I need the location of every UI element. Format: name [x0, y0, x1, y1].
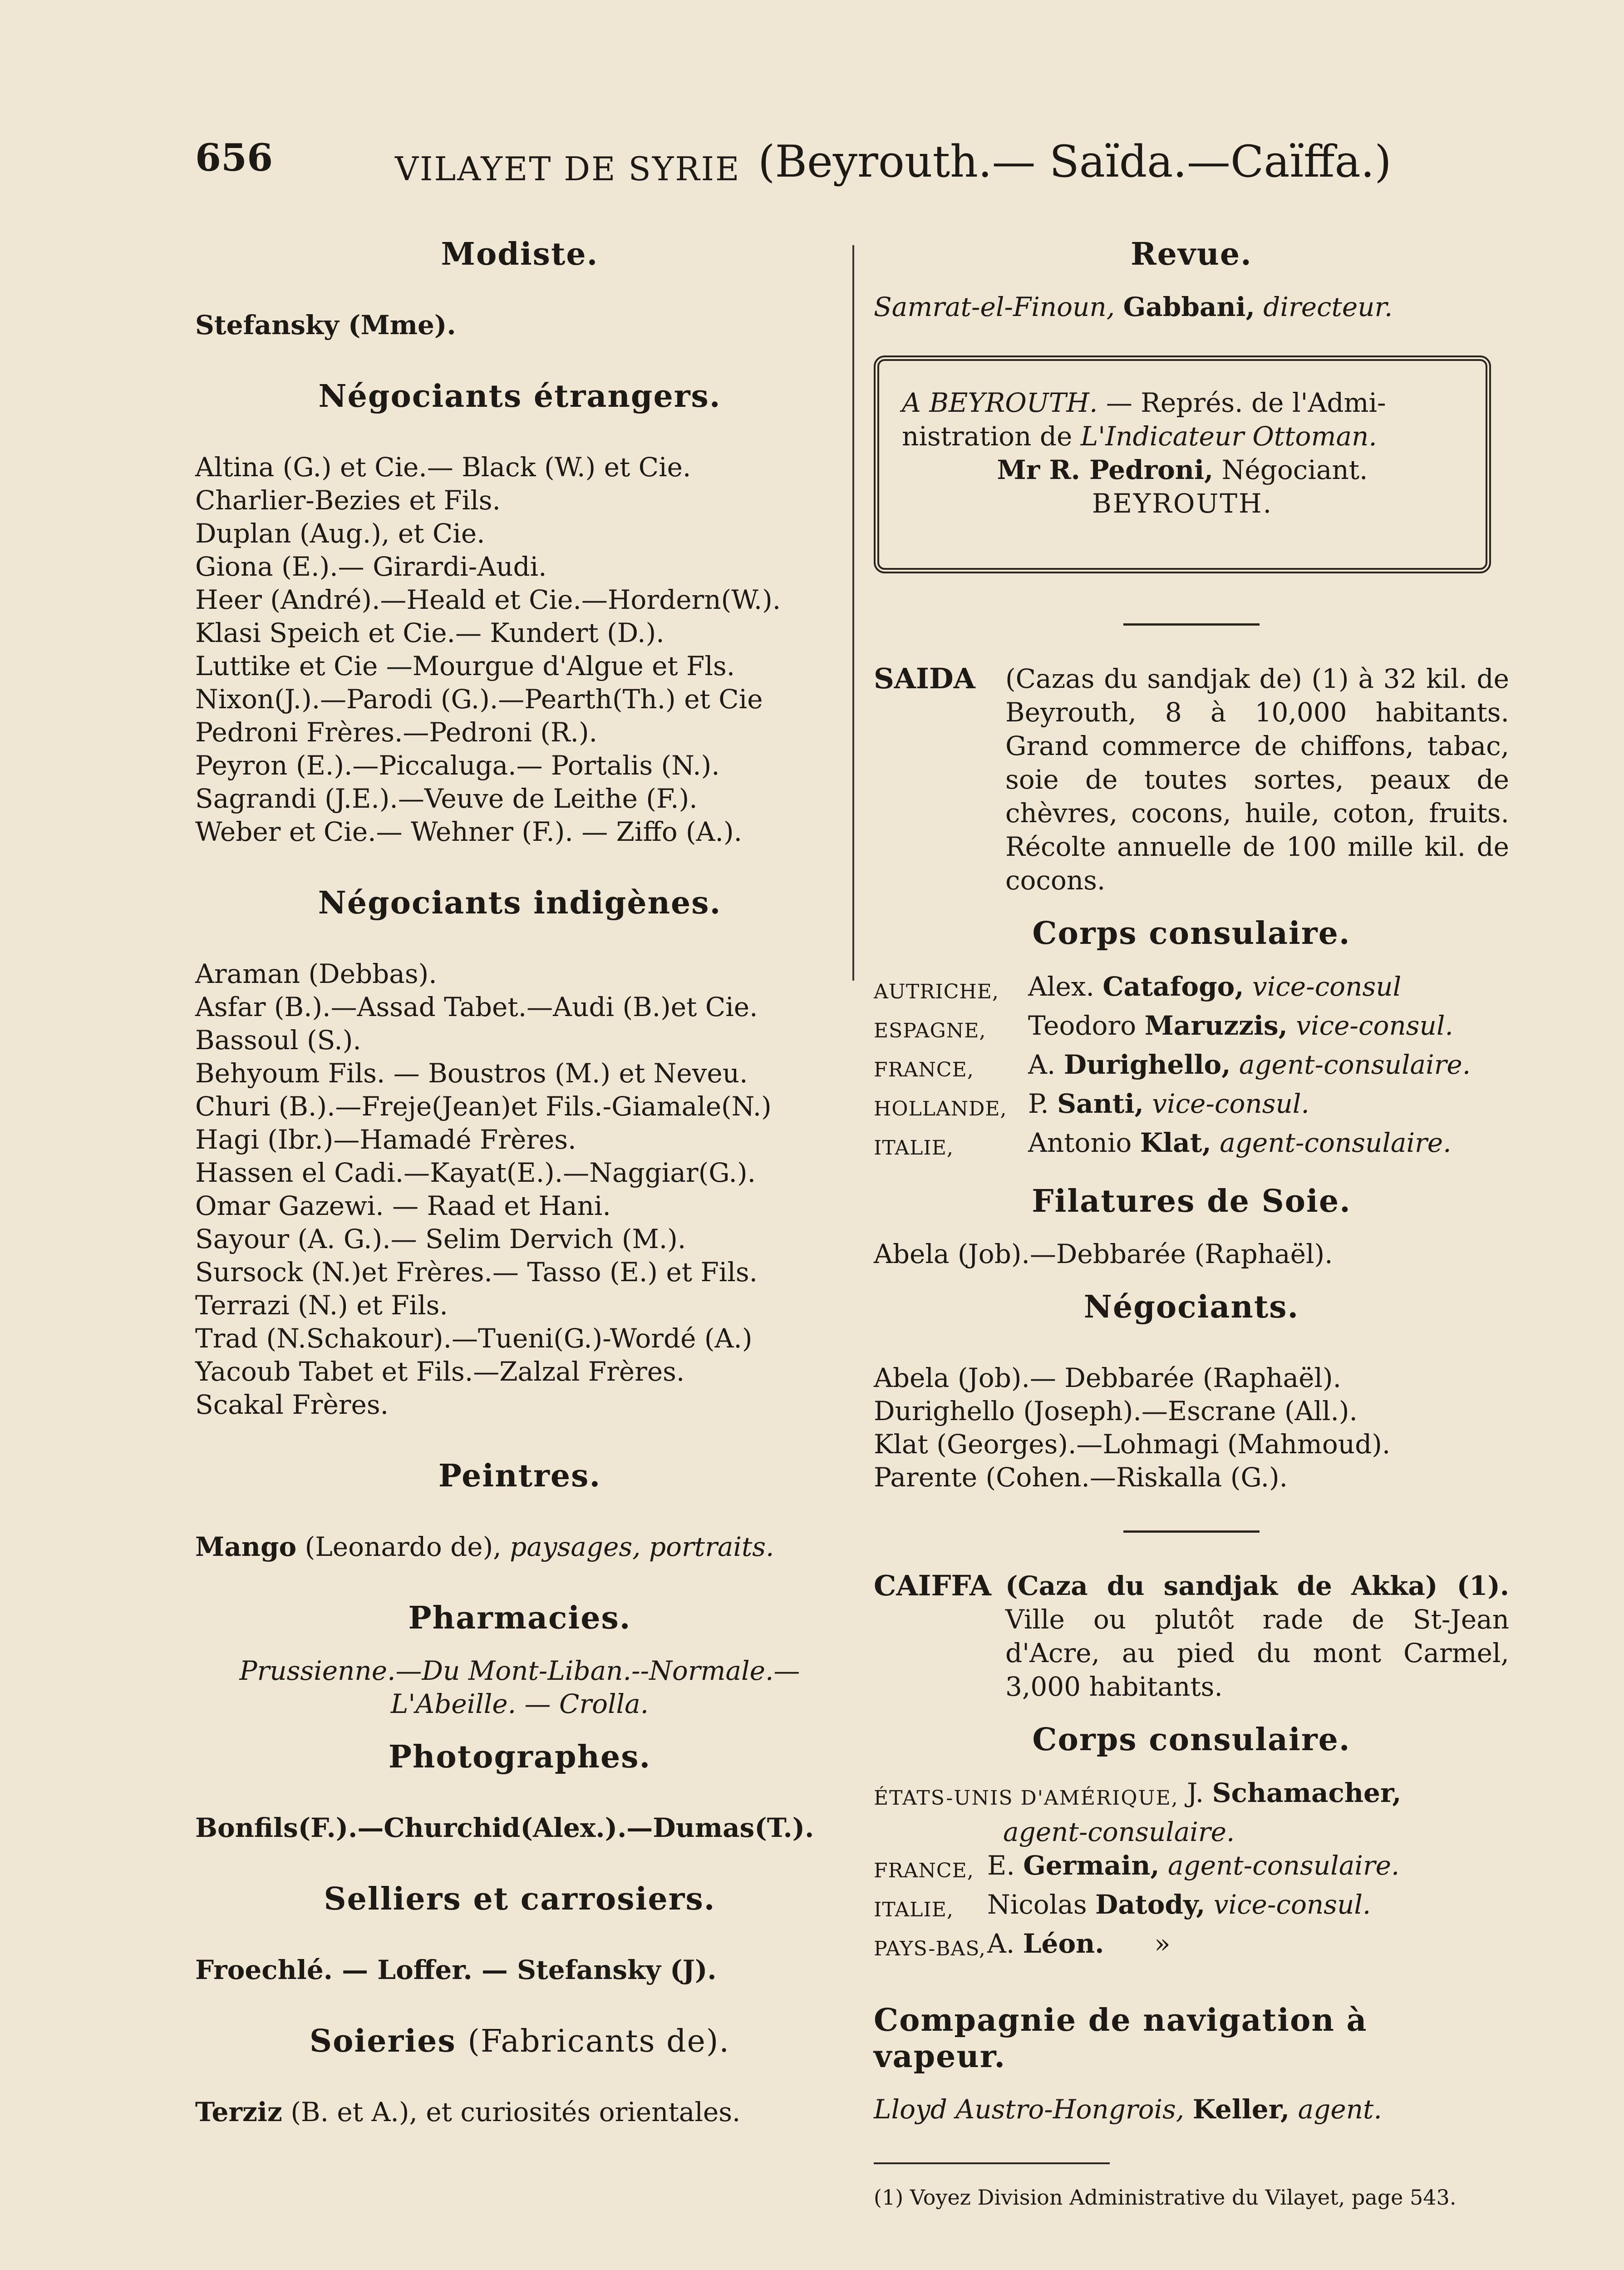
list-item: Behyoum Fils. — Boustros (M.) et Neveu.	[195, 1058, 748, 1089]
section-heading-compagnie: Compagnie de navigation à vapeur.	[874, 2002, 1368, 2075]
list-item	[874, 1888, 1509, 1927]
list-item	[874, 1048, 1509, 1087]
surname: Santi,	[1057, 1088, 1144, 1119]
first-name: P.	[1028, 1088, 1049, 1119]
list-item: Yacoub Tabet et Fils.—Zalzal Frères.	[195, 1356, 685, 1387]
list-item: Bonfils(F.).—Churchid(Alex.).—Dumas(T.).	[195, 1812, 814, 1843]
list-item: Charlier-Bezies et Fils.	[195, 485, 501, 516]
country: FRANCE,	[874, 1859, 974, 1882]
list-item: Stefansky (Mme).	[195, 310, 456, 340]
list-item: Prussienne.—Du Mont-Liban.--Normale.—	[239, 1655, 800, 1686]
list-item: Klasi Speich et Cie.— Kundert (D.).	[195, 617, 664, 648]
ad-role: Négociant.	[1221, 454, 1368, 485]
ad-line	[902, 386, 1463, 419]
list-item: Churi (B.).—Freje(Jean)et Fils.-Giamale(N.)	[195, 1091, 772, 1122]
first-name: Nicolas	[987, 1889, 1087, 1920]
running-title: VILAYET DE SYRIE	[395, 150, 741, 188]
first-name: Antonio	[1028, 1127, 1132, 1158]
surname: Durighello,	[1063, 1049, 1231, 1080]
list-item: Hagi (Ibr.)—Hamadé Frères.	[195, 1124, 576, 1155]
list-item	[874, 1927, 1509, 1966]
list-item: Abela (Job).—Debbarée (Raphaël).	[874, 1239, 1333, 1269]
footnote-rule	[874, 2162, 1110, 2164]
negociants-list	[874, 1362, 1509, 1494]
list-item: Terrazi (N.) et Fils.	[195, 1290, 448, 1321]
running-subtitle: (Beyrouth.— Saïda.—Caïffa.)	[758, 136, 1392, 187]
list-item: Scakal Frères.	[195, 1389, 389, 1420]
country: AUTRICHE,	[874, 980, 999, 1003]
soieries-name: Terziz	[195, 2097, 282, 2127]
list-item	[195, 1530, 844, 1564]
section-heading-revue: Revue.	[1131, 236, 1252, 272]
role: agent-consulaire.	[1239, 1049, 1471, 1080]
list-item	[874, 1849, 1509, 1888]
section-heading-negociants-indigenes: Négociants indigènes.	[318, 885, 722, 921]
list-item	[874, 1009, 1509, 1048]
advertisement-box	[874, 355, 1491, 573]
role: vice-consul.	[1213, 1889, 1371, 1920]
country: ITALIE,	[874, 1136, 954, 1160]
surname: Maruzzis,	[1144, 1010, 1288, 1041]
list-item: Heer (André).—Heald et Cie.—Hordern(W.).	[195, 584, 781, 615]
role: vice-consul.	[1296, 1010, 1453, 1041]
surname: Léon.	[1023, 1928, 1104, 1959]
ad-publication: L'Indicateur Ottoman.	[1080, 421, 1377, 452]
revue-role: directeur.	[1263, 291, 1393, 322]
role: vice-consul	[1252, 971, 1402, 1002]
country: FRANCE,	[874, 1058, 974, 1081]
list-item: Araman (Debbas).	[195, 958, 437, 989]
entry-key: CAIFFA	[874, 1569, 991, 1602]
left-column	[195, 236, 844, 2129]
negociants-indigenes-list	[195, 957, 844, 1421]
soieries-title: Soieries	[309, 2023, 456, 2059]
list-item: Parente (Cohen.—Riskalla (G.).	[874, 1462, 1288, 1493]
section-heading-modiste: Modiste.	[441, 236, 599, 272]
ad-text: nistration de	[902, 421, 1073, 452]
list-item: Duplan (Aug.), et Cie.	[195, 518, 485, 549]
list-item	[874, 1087, 1509, 1126]
first-name: Teodoro	[1028, 1010, 1137, 1041]
soieries-subtitle: (Fabricants de).	[468, 2023, 730, 2059]
negociants-etrangers-list	[195, 451, 844, 849]
country: HOLLANDE,	[874, 1097, 1007, 1120]
section-heading-corps-consulaire: Corps consulaire.	[1032, 915, 1351, 952]
entry-caiffa	[874, 1569, 1509, 1703]
entry-key: SAIDA	[874, 662, 975, 695]
first-name: J.	[1187, 1777, 1204, 1808]
list-item	[874, 1126, 1509, 1165]
section-heading-selliers: Selliers et carrosiers.	[324, 1881, 716, 1917]
surname: Catafogo,	[1102, 971, 1244, 1002]
section-heading-corps-consulaire: Corps consulaire.	[1032, 1722, 1351, 1758]
entry-bold: (Caza du sandjak de Akka) (1).	[1005, 1570, 1509, 1601]
list-item	[874, 1815, 1509, 1849]
entry-saida	[874, 662, 1509, 897]
surname: Schamacher,	[1212, 1777, 1402, 1808]
ad-person: Mr R. Pedroni,	[997, 454, 1214, 485]
right-column	[874, 236, 1509, 2231]
section-heading-soieries	[195, 2023, 844, 2059]
peintre-detail: paysages, portraits.	[510, 1531, 774, 1562]
surname: Klat,	[1140, 1127, 1211, 1158]
surname: Datody,	[1095, 1889, 1206, 1920]
country: ESPAGNE,	[874, 1019, 986, 1042]
country: ITALIE,	[874, 1898, 954, 1921]
section-heading-filatures: Filatures de Soie.	[1032, 1183, 1351, 1219]
list-item: Durighello (Joseph).—Escrane (All.).	[874, 1396, 1358, 1426]
peintre-firstname: (Leonardo de),	[305, 1531, 502, 1562]
revue-title: Samrat-el-Finoun,	[874, 291, 1115, 322]
list-item: Abela (Job).— Debbarée (Raphaël).	[874, 1362, 1342, 1393]
list-item	[874, 291, 1509, 324]
soieries-detail: (B. et A.), et curiosités orientales.	[290, 2097, 741, 2127]
list-item: Giona (E.).— Girardi-Audi.	[195, 551, 547, 582]
list-item: Hassen el Cadi.—Kayat(E.).—Naggiar(G.).	[195, 1157, 756, 1188]
list-item	[874, 2093, 1509, 2126]
list-item: Klat (Georges).—Lohmagi (Mahmoud).	[874, 1429, 1391, 1460]
revue-name: Gabbani,	[1123, 291, 1255, 322]
list-item: Weber et Cie.— Wehner (F.). — Ziffo (A.).	[195, 816, 743, 847]
peintre-name: Mango	[195, 1531, 297, 1562]
list-item: Sagrandi (J.E.).—Veuve de Leithe (F.).	[195, 783, 698, 814]
list-item: Altina (G.) et Cie.— Black (W.) et Cie.	[195, 452, 691, 483]
section-heading-negociants-etrangers: Négociants étrangers.	[318, 378, 721, 415]
entry-body: (Cazas du sandjak de) (1) à 32 kil. de Beyrouth, 8 à 10,000 habitants. Grand commerce de chiffons, tabac, soie de toutes sortes, peaux de chèvres, cocons, huile, coton, fruits. Récolte annuelle de 100 mille kil. de cocons.	[1005, 663, 1509, 896]
ad-text: — Représ. de l'Admi-	[1106, 387, 1386, 418]
section-heading-pharmacies: Pharmacies.	[408, 1600, 631, 1636]
ad-location: BEYROUTH.	[1092, 488, 1273, 519]
list-item: Peyron (E.).—Piccaluga.— Portalis (N.).	[195, 750, 720, 781]
list-item	[874, 970, 1509, 1009]
surname: Germain,	[1023, 1850, 1160, 1881]
agent-name: Keller,	[1192, 2094, 1290, 2125]
first-name: Alex.	[1028, 971, 1094, 1002]
role: agent-consulaire.	[1003, 1816, 1235, 1847]
list-item: Sayour (A. G.).— Selim Dervich (M.).	[195, 1224, 686, 1254]
list-item: Froechlé. — Loffer. — Stefansky (J).	[195, 1954, 717, 1985]
section-heading-peintres: Peintres.	[438, 1458, 601, 1494]
column-divider	[852, 245, 854, 981]
list-item: Omar Gazewi. — Raad et Hani.	[195, 1190, 611, 1221]
first-name: E.	[987, 1850, 1015, 1881]
list-item: Sursock (N.)et Frères.— Tasso (E.) et Fils.	[195, 1257, 758, 1288]
ad-line	[902, 419, 1463, 453]
section-heading-photographes: Photographes.	[388, 1739, 651, 1775]
list-item: L'Abeille. — Crolla.	[390, 1688, 649, 1719]
company-name: Lloyd Austro-Hongrois,	[874, 2094, 1185, 2125]
role: agent-consulaire.	[1220, 1127, 1452, 1158]
page-number: 656	[195, 136, 273, 180]
entry-body	[1005, 1569, 1509, 1703]
list-item: Pedroni Frères.—Pedroni (R.).	[195, 717, 598, 748]
first-name: A.	[1028, 1049, 1056, 1080]
ad-line	[902, 453, 1463, 487]
list-item	[195, 2096, 844, 2129]
list-item: Luttike et Cie —Mourgue d'Algue et Fls.	[195, 651, 735, 681]
consulaire-list	[874, 970, 1509, 1165]
country: ÉTATS-UNIS D'AMÉRIQUE,	[874, 1786, 1179, 1810]
list-item: Nixon(J.).—Parodi (G.).—Pearth(Th.) et Cie	[195, 684, 763, 715]
ad-city: A BEYROUTH.	[902, 387, 1098, 418]
consulaire-list	[874, 1776, 1509, 1966]
list-item	[874, 1776, 1509, 1815]
section-heading-negociants: Négociants.	[1083, 1289, 1299, 1325]
role: agent-consulaire.	[1168, 1850, 1400, 1881]
list-item: Asfar (B.).—Assad Tabet.—Audi (B.)et Cie.	[195, 992, 758, 1022]
role: vice-consul.	[1152, 1088, 1309, 1119]
agent-role: agent.	[1298, 2094, 1382, 2125]
role: »	[1154, 1928, 1171, 1959]
list-item: Trad (N.Schakour).—Tueni(G.)-Wordé (A.)	[195, 1323, 753, 1354]
entry-text: Ville ou plutôt rade de St-Jean d'Acre, au pied du mont Carmel, 3,000 habitants.	[1005, 1604, 1509, 1702]
list-item: Bassoul (S.).	[195, 1025, 361, 1056]
country: PAYS-BAS,	[874, 1937, 986, 1960]
first-name: A.	[987, 1928, 1015, 1959]
footnote: (1) Voyez Division Administrative du Vilayet, page 543.	[874, 2185, 1457, 2210]
